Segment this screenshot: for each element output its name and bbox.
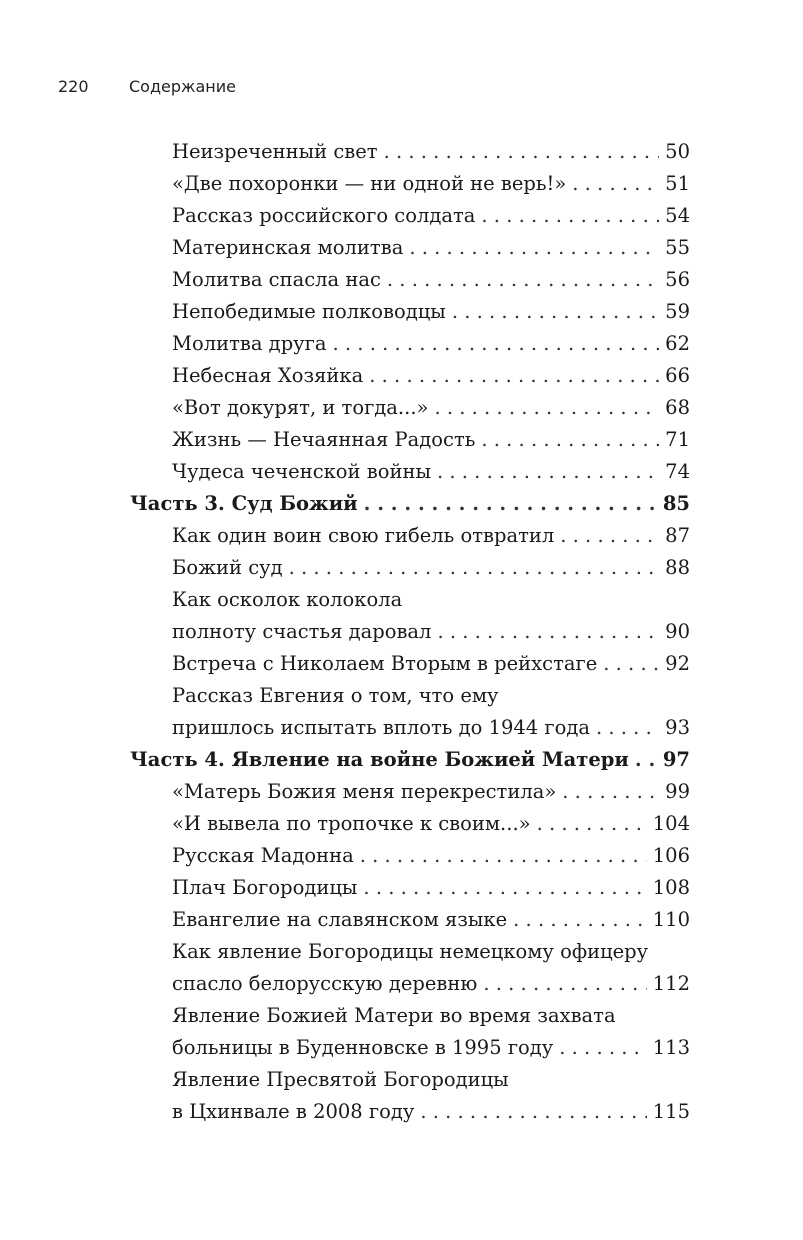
toc-entry [130, 392, 690, 424]
toc-entry-title-line: Как осколок колокола [172, 588, 403, 611]
toc-page-number: 112 [652, 972, 690, 995]
toc-entry-line [172, 328, 690, 360]
toc-page-number: 104 [652, 812, 690, 835]
toc-entry-line [172, 840, 690, 872]
toc-entry-title: Рассказ российского солдата [172, 204, 476, 227]
toc-entry-line [172, 520, 690, 552]
toc-entry-line [172, 712, 690, 744]
toc-entry [130, 776, 690, 808]
toc-entry-title: Божий суд [172, 556, 283, 579]
dot-leader [537, 808, 647, 840]
toc-entry-title: Плач Богородицы [172, 876, 358, 899]
toc-entry [130, 840, 690, 872]
toc-entry-line [172, 1096, 690, 1128]
toc-page-number: 92 [665, 652, 690, 675]
toc-entry [130, 360, 690, 392]
toc-entry [130, 232, 690, 264]
toc-entry [130, 1064, 690, 1128]
toc-entry-title: Неизреченный свет [172, 140, 378, 163]
toc-entry-title-line: Как явление Богородицы немецкому офицеру [172, 940, 649, 963]
dot-leader [560, 520, 659, 552]
dot-leader [333, 328, 660, 360]
dot-leader [387, 264, 659, 296]
dot-leader [481, 200, 659, 232]
dot-leader [437, 616, 659, 648]
dot-leader [369, 360, 659, 392]
toc-entry-title: больницы в Буденновске в 1995 году [172, 1036, 554, 1059]
toc-entry-line [172, 264, 690, 296]
dot-leader [363, 872, 646, 904]
toc-entry-title: спасло белорусскую деревню [172, 972, 478, 995]
toc-entry-line [172, 808, 690, 840]
toc-entry [130, 808, 690, 840]
toc-entry [130, 520, 690, 552]
toc-page-number: 74 [665, 460, 690, 483]
toc-entry [130, 136, 690, 168]
toc-entry [130, 680, 690, 744]
toc-page-number: 71 [665, 428, 690, 451]
toc-page-number: 88 [665, 556, 690, 579]
dot-leader [603, 648, 659, 680]
toc-page-number: 110 [652, 908, 690, 931]
toc-entry [130, 904, 690, 936]
toc-entry-title: пришлось испытать вплоть до 1944 года [172, 716, 590, 739]
toc-page-number: 93 [665, 716, 690, 739]
table-of-contents [130, 136, 690, 1128]
dot-leader [513, 904, 647, 936]
toc-entry-line [172, 392, 690, 424]
dot-leader [483, 968, 646, 1000]
toc-page-number: 115 [652, 1100, 690, 1123]
toc-page-number: 56 [665, 268, 690, 291]
toc-entry-title: Часть 3. Суд Божий [130, 492, 358, 515]
toc-entry [130, 584, 690, 648]
toc-entry-line [172, 424, 690, 456]
toc-entry-line [172, 872, 690, 904]
toc-entry-title: Евангелие на славянском языке [172, 908, 508, 931]
toc-page-number: 108 [652, 876, 690, 899]
toc-entry-line [130, 744, 690, 776]
toc-entry-title: Чудеса чеченской войны [172, 460, 431, 483]
running-head [58, 76, 236, 98]
toc-entry-line [172, 200, 690, 232]
section-title: Содержание [129, 77, 236, 96]
toc-page-number: 97 [662, 748, 690, 771]
toc-entry-line [172, 776, 690, 808]
toc-entry-title: Русская Мадонна [172, 844, 354, 867]
toc-entry-line [172, 168, 690, 200]
toc-entry-title: Непобедимые полководцы [172, 300, 446, 323]
toc-entry-line [172, 904, 690, 936]
toc-entry-title: Материнская молитва [172, 236, 404, 259]
dot-leader [360, 840, 647, 872]
toc-entry-line [172, 232, 690, 264]
dot-leader [364, 488, 657, 520]
toc-entry-title: Молитва спасла нас [172, 268, 381, 291]
dot-leader [384, 136, 660, 168]
toc-entry-title: «И вывела по тропочке к своим...» [172, 812, 531, 835]
toc-entry [130, 328, 690, 360]
toc-entry-title-line: Явление Пресвятой Богородицы [172, 1068, 509, 1091]
toc-entry-title: «Вот докурят, и тогда...» [172, 396, 429, 419]
toc-entry-title-line: Рассказ Евгения о том, что ему [172, 684, 499, 707]
dot-leader [562, 776, 659, 808]
toc-entry [130, 296, 690, 328]
toc-page-number: 54 [665, 204, 690, 227]
dot-leader [420, 1096, 646, 1128]
toc-entry-line [172, 968, 690, 1000]
toc-entry [130, 936, 690, 1000]
dot-leader [572, 168, 659, 200]
toc-entry-line [172, 296, 690, 328]
toc-entry-title: Небесная Хозяйка [172, 364, 364, 387]
toc-entry-title: в Цхинвале в 2008 году [172, 1100, 415, 1123]
dot-leader [481, 424, 659, 456]
toc-part-heading [130, 488, 690, 520]
toc-entry-title: Молитва друга [172, 332, 327, 355]
toc-page-number: 106 [652, 844, 690, 867]
toc-page-number: 99 [665, 780, 690, 803]
toc-entry [130, 200, 690, 232]
toc-page-number: 85 [662, 492, 690, 515]
toc-page-number: 50 [665, 140, 690, 163]
dot-leader [452, 296, 659, 328]
toc-entry [130, 424, 690, 456]
dot-leader [434, 392, 659, 424]
toc-entry-line [172, 648, 690, 680]
toc-entry [130, 552, 690, 584]
toc-entry-line [172, 360, 690, 392]
dot-leader [559, 1032, 647, 1064]
toc-page-number: 62 [665, 332, 690, 355]
page-number: 220 [58, 77, 89, 96]
toc-entry-line [172, 456, 690, 488]
toc-entry-line [172, 616, 690, 648]
toc-entry [130, 456, 690, 488]
dot-leader [437, 456, 659, 488]
toc-entry-title: Как один воин свою гибель отвратил [172, 524, 555, 547]
dot-leader [635, 744, 657, 776]
toc-page-number: 113 [652, 1036, 690, 1059]
dot-leader [596, 712, 659, 744]
toc-entry-line [172, 136, 690, 168]
toc-page-number: 68 [665, 396, 690, 419]
toc-entry-title: «Две похоронки — ни одной не верь!» [172, 172, 567, 195]
toc-entry-title: полноту счастья даровал [172, 620, 432, 643]
toc-entry [130, 1000, 690, 1064]
toc-page-number: 90 [665, 620, 690, 643]
toc-entry [130, 264, 690, 296]
toc-entry-title: Часть 4. Явление на войне Божией Матери [130, 748, 629, 771]
toc-entry [130, 872, 690, 904]
toc-entry-line [130, 488, 690, 520]
toc-entry-title: «Матерь Божия меня перекрестила» [172, 780, 557, 803]
toc-part-heading [130, 744, 690, 776]
toc-page-number: 66 [665, 364, 690, 387]
toc-entry [130, 168, 690, 200]
dot-leader [289, 552, 660, 584]
dot-leader [409, 232, 659, 264]
toc-entry-title: Жизнь — Нечаянная Радость [172, 428, 476, 451]
toc-page-number: 87 [665, 524, 690, 547]
toc-page-number: 55 [665, 236, 690, 259]
toc-entry-line [172, 1032, 690, 1064]
toc-entry-title-line: Явление Божией Матери во время захвата [172, 1004, 616, 1027]
toc-entry [130, 648, 690, 680]
toc-page-number: 51 [665, 172, 690, 195]
toc-entry-line [172, 552, 690, 584]
toc-entry-title: Встреча с Николаем Вторым в рейхстаге [172, 652, 598, 675]
toc-page-number: 59 [665, 300, 690, 323]
